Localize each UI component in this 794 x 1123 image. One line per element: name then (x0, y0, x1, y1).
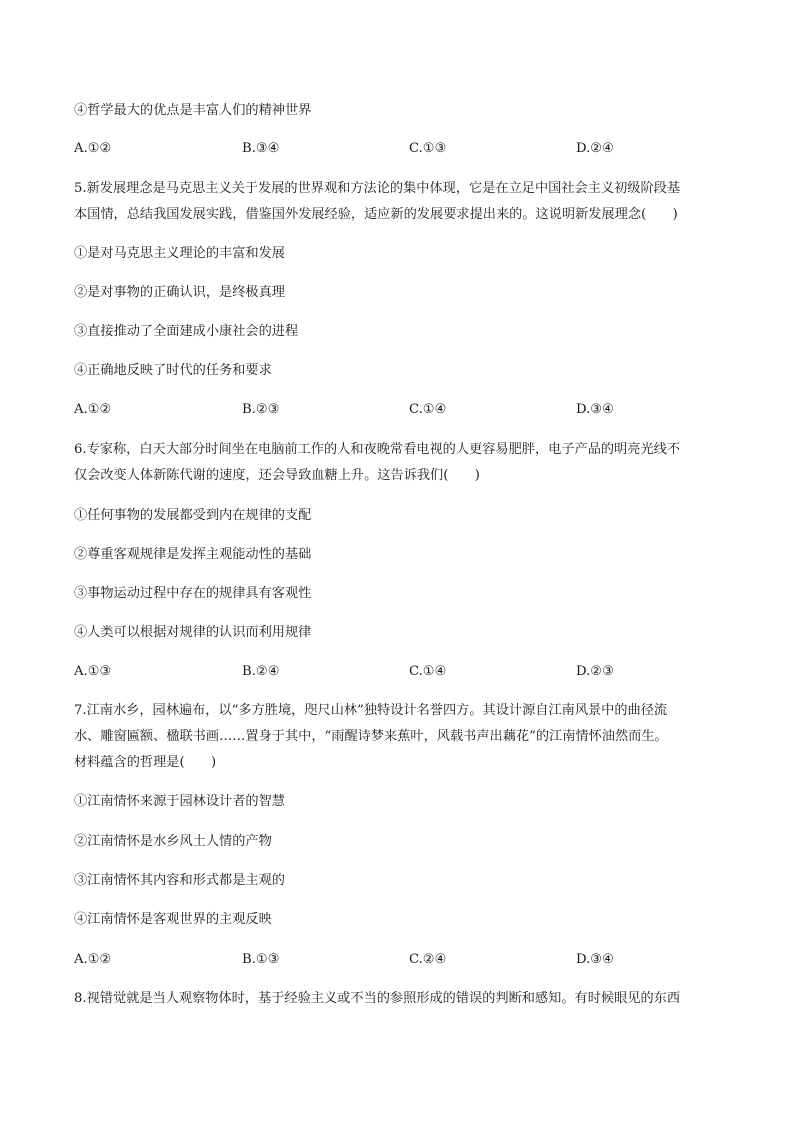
q6-option-c[interactable]: C.①④ (409, 664, 447, 679)
q5-item-2: ②是对事物的正确认识，是终极真理 (74, 285, 285, 300)
q7-stem-line-3: 材料蕴含的哲理是( ) (74, 755, 217, 770)
q5-option-c[interactable]: C.①④ (409, 402, 447, 417)
q6-item-2: ②尊重客观规律是发挥主观能动性的基础 (74, 547, 312, 562)
q7-option-a[interactable]: A.①② (74, 952, 112, 967)
q6-options (74, 663, 724, 681)
q6-option-b[interactable]: B.②④ (242, 664, 280, 679)
q7-stem-line-2: 水、雕窗匾额、楹联书画……置身于其中，“雨醒诗梦来蕉叶，风载书声出藕花”的江南情怀油然而生。 (74, 729, 668, 744)
q7-item-4: ④江南情怀是客观世界的主观反映 (74, 912, 272, 927)
q6-stem-line-2: 仅会改变人体新陈代谢的速度，还会导致血糖上升。这告诉我们( ) (74, 468, 480, 483)
q5-option-d[interactable]: D.③④ (576, 402, 614, 417)
q6-stem-line-1: 6.专家称，白天大部分时间坐在电脑前工作的人和夜晚常看电视的人更容易肥胖，电子产品的明亮光线不 (74, 442, 681, 457)
q4-option-d[interactable]: D.②④ (576, 141, 614, 156)
q6-item-3: ③事物运动过程中存在的规律具有客观性 (74, 586, 312, 601)
q5-option-a[interactable]: A.①② (74, 402, 112, 417)
q6-item-1: ①任何事物的发展都受到内在规律的支配 (74, 508, 312, 523)
q7-option-d[interactable]: D.③④ (576, 952, 614, 967)
q4-options (74, 140, 724, 158)
q5-stem-line-1: 5.新发展理念是马克思主义关于发展的世界观和方法论的集中体现，它是在立足中国社会主义初级阶段基 (74, 181, 681, 196)
q7-item-2: ②江南情怀是水乡风土人情的产物 (74, 834, 272, 849)
q7-item-3: ③江南情怀其内容和形式都是主观的 (74, 873, 285, 888)
q5-options (74, 401, 724, 419)
q4-option-a[interactable]: A.①② (74, 141, 112, 156)
q6-option-d[interactable]: D.②③ (576, 664, 614, 679)
q7-item-1: ①江南情怀来源于园林设计者的智慧 (74, 794, 285, 809)
q7-options (74, 951, 724, 969)
q7-option-c[interactable]: C.②④ (409, 952, 447, 967)
q8-stem-line-1: 8.视错觉就是当人观察物体时，基于经验主义或不当的参照形成的错误的判断和感知。有时候眼见的东西 (74, 991, 681, 1006)
q4-option-b[interactable]: B.③④ (242, 141, 280, 156)
q5-option-b[interactable]: B.②③ (242, 402, 280, 417)
q5-item-4: ④正确地反映了时代的任务和要求 (74, 363, 272, 378)
q5-stem-line-2: 本国情，总结我国发展实践，借鉴国外发展经验，适应新的发展要求提出来的。这说明新发展理念( ) (74, 207, 678, 222)
q5-item-3: ③直接推动了全面建成小康社会的进程 (74, 324, 299, 339)
q6-item-4: ④人类可以根据对规律的认识而利用规律 (74, 625, 312, 640)
q4-item-4: ④哲学最大的优点是丰富人们的精神世界 (74, 103, 312, 118)
q7-option-b[interactable]: B.①③ (242, 952, 280, 967)
q7-stem-line-1: 7.江南水乡，园林遍布，以“多方胜境，咫尺山林”独特设计名誉四方。其设计源自江南风景中的曲径流 (74, 703, 668, 718)
q4-option-c[interactable]: C.①③ (409, 141, 447, 156)
q6-option-a[interactable]: A.①③ (74, 664, 112, 679)
q5-item-1: ①是对马克思主义理论的丰富和发展 (74, 246, 285, 261)
